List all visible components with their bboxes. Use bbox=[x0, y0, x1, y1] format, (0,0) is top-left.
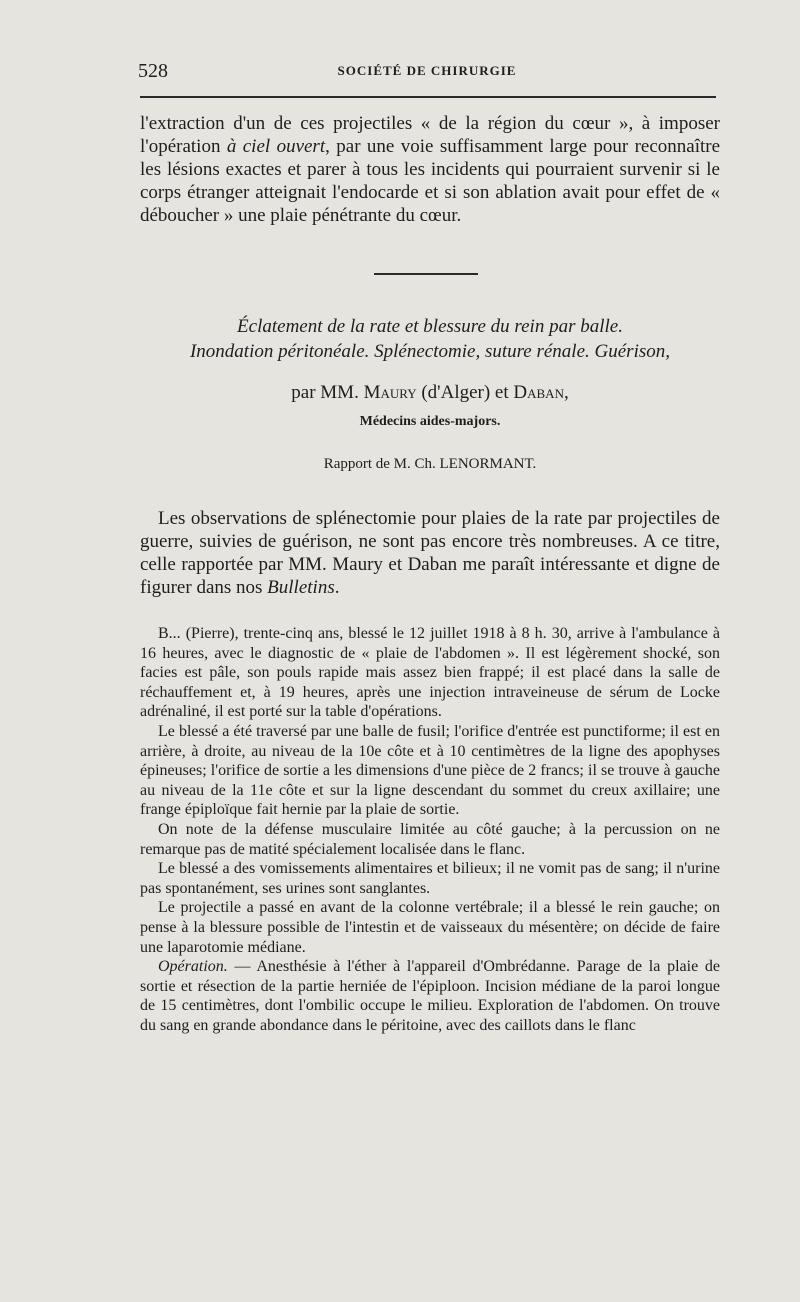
case-report bbox=[140, 624, 720, 1035]
case-paragraph-5: Le projectile a passé en avant de la colonne vertébrale; il a blessé le rein gauche; on pense à la blessure possible de l'intestin et de vaisseaux du mésentère; on décide de faire une laparotomie médiane. bbox=[140, 899, 720, 956]
operation-text: — Anesthésie à l'éther à l'appareil d'Ombrédanne. Parage de la plaie de sortie et résection de la partie herniée de l'épiploon. Incision médiane de la paroi longue de 15 centimètres, dont l'ombilic occupe le milieu. Exploration de l'abdomen. On trouve du sang en grande abondance dans le péritoine, avec des caillots dans le flanc bbox=[140, 958, 720, 1034]
article-title-line-2: Inondation péritonéale. Splénectomie, suture rénale. Guérison, bbox=[189, 341, 670, 362]
authors-prefix: par MM. bbox=[291, 382, 364, 403]
page-number: 528 bbox=[138, 60, 168, 82]
case-paragraph-1: B... (Pierre), trente-cinq ans, blessé le 12 juillet 1918 à 8 h. 30, arrive à l'ambulance à 16 heures, avec le diagnostic de « plaie de l'abdomen ». Il est légèrement shocké, son facies est pâle, son pouls rapide mais assez bien frappé; il est placé dans la salle de réchauffement et, à 19 heures, après une injection intraveineuse de sérum de Locke adrénaliné, il est porté sur la table d'opérations. bbox=[140, 625, 720, 721]
authors-middle: (d'Alger) et bbox=[416, 382, 514, 403]
operation-label: Opération. bbox=[158, 958, 228, 976]
case-paragraph-2: Le blessé a été traversé par une balle de fusil; l'orifice d'entrée est punctiforme; il est en arrière, à droite, au niveau de la 10e côte et à 10 centimètres de la ligne des apophyses épineuses; l'orifice de sortie a les dimensions d'une pièce de 2 francs; il se trouve à gauche au niveau de la 11e côte et sur la ligne descendant du sommet du creux axillaire; une frange épiploïque fait hernie par la plaie de sortie. bbox=[140, 722, 720, 819]
case-paragraph-6 bbox=[140, 957, 720, 1035]
running-title: SOCIÉTÉ DE CHIRURGIE bbox=[337, 63, 517, 78]
intro-text-2: , par une voie suffisamment large pour reconnaître les lésions exactes et parer à tous les incidents qui pourraient survenir si le corps étranger atteignait l'endocarde et si son ablation avait pour effet de « déboucher » une plaie pénétrante du cœur. bbox=[140, 136, 721, 226]
lead-emphasis: Bulletins bbox=[267, 577, 335, 598]
section-separator bbox=[374, 273, 478, 275]
lead-end: . bbox=[334, 577, 340, 598]
author-daban: Daban bbox=[513, 382, 564, 403]
intro-paragraph bbox=[140, 112, 720, 227]
article-title bbox=[140, 314, 720, 364]
author-maury: Maury bbox=[363, 382, 417, 403]
page-header bbox=[138, 60, 716, 84]
lead-text: Les observations de splénectomie pour plaies de la rate par projectiles de guerre, suivies de guérison, ne sont pas encore très nombreuses. A ce titre, celle rapportée par MM. Maury et Daban me paraît intéressante et digne de figurer dans nos bbox=[140, 508, 720, 598]
article-authors bbox=[140, 382, 720, 404]
case-paragraph-3: On note de la défense musculaire limitée au côté gauche; à la percussion on ne remarque pas de matité spécialement localisée dans le flanc. bbox=[140, 820, 720, 858]
header-rule bbox=[140, 96, 716, 98]
intro-emphasis: à ciel ouvert bbox=[226, 136, 326, 157]
lead-paragraph bbox=[140, 507, 720, 599]
authors-suffix: , bbox=[563, 382, 569, 403]
case-paragraph-4: Le blessé a des vomissements alimentaires et bilieux; il ne vomit pas de sang; il n'urine pas spontanément, ses urines sont sanglantes. bbox=[140, 860, 720, 897]
author-roles: Médecins aides-majors. bbox=[359, 414, 501, 429]
intro-text-1: l'extraction d'un de ces projectiles « de la région du cœur », à imposer l'opération bbox=[140, 113, 720, 157]
article-title-line-1: Éclatement de la rate et blessure du rein par balle. bbox=[237, 316, 623, 337]
rapport-line: Rapport de M. Ch. LENORMANT. bbox=[323, 456, 537, 472]
